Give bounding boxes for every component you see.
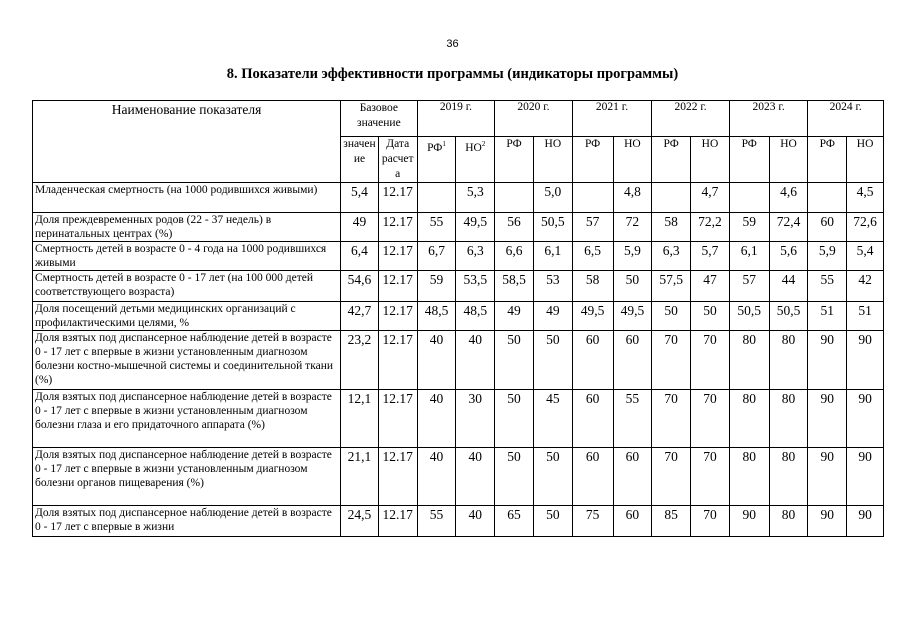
header-sub-rf-label: РФ [584, 138, 601, 150]
no-value-cell: 5,6 [769, 242, 808, 271]
rf-value-cell: 75 [572, 506, 613, 537]
indicator-name-cell: Доля взятых под диспансерное наблюдение детей в возрасте 0 - 17 лет с впервые в жизни установленным диагнозом болезни костно-мышечной системы и соединительной ткани (%) [33, 331, 341, 390]
rf-value-cell [417, 183, 456, 213]
indicator-name-cell: Доля преждевременных родов (22 - 37 недель) в перинатальных центрах (%) [33, 213, 341, 242]
header-year-2021: 2021 г. [572, 101, 652, 137]
footnote-rf: 1 [442, 140, 446, 148]
header-sub-no-label: НО [465, 141, 482, 154]
header-base-value: Базовое значение [341, 101, 418, 137]
no-value-cell: 70 [691, 331, 730, 390]
rf-value-cell: 40 [417, 390, 456, 448]
rf-value-cell: 70 [652, 390, 691, 448]
header-sub-no-label: НО [856, 138, 874, 150]
header-sub-rf [808, 137, 847, 183]
rf-value-cell: 6,6 [495, 242, 534, 271]
rf-value-cell [808, 183, 847, 213]
rf-value-cell: 58 [652, 213, 691, 242]
base-value-cell: 6,4 [341, 242, 379, 271]
no-value-cell: 50 [533, 448, 572, 506]
no-value-cell: 90 [847, 448, 884, 506]
rf-value-cell: 70 [652, 448, 691, 506]
no-value-cell: 53 [533, 271, 572, 302]
no-value-cell: 4,5 [847, 183, 884, 213]
no-value-cell: 4,8 [613, 183, 652, 213]
header-sub-no-label: НО [701, 138, 719, 150]
footnote-no: 2 [481, 140, 486, 148]
no-value-cell: 5,7 [691, 242, 730, 271]
no-value-cell: 47 [691, 271, 730, 302]
base-date-cell: 12.17 [378, 448, 417, 506]
rf-value-cell [572, 183, 613, 213]
rf-value-cell: 80 [729, 331, 769, 390]
base-date-cell: 12.17 [378, 213, 417, 242]
section-title: 8. Показатели эффективности программы (индикаторы программы) [226, 66, 679, 82]
header-sub-no [769, 137, 808, 183]
no-value-cell: 5,9 [613, 242, 652, 271]
header-year-2024: 2024 г. [808, 101, 884, 137]
rf-value-cell: 70 [652, 331, 691, 390]
base-value-cell: 12,1 [341, 390, 379, 448]
rf-value-cell: 90 [808, 448, 847, 506]
no-value-cell: 50 [533, 506, 572, 537]
base-date-cell: 12.17 [378, 242, 417, 271]
header-sub-rf-label: РФ [663, 138, 679, 150]
rf-value-cell: 58 [572, 271, 613, 302]
header-sub-no [456, 137, 495, 183]
header-sub-rf-label: РФ [819, 138, 835, 150]
no-value-cell: 5,3 [456, 183, 495, 213]
no-value-cell: 42 [847, 271, 884, 302]
no-value-cell: 49,5 [613, 302, 652, 331]
header-sub-no [533, 137, 572, 183]
no-value-cell: 70 [691, 390, 730, 448]
no-value-cell: 50 [533, 331, 572, 390]
header-sub-rf-label: РФ [506, 138, 522, 150]
table-row [33, 390, 884, 448]
base-date-cell: 12.17 [378, 183, 417, 213]
rf-value-cell: 57 [729, 271, 769, 302]
no-value-cell: 49,5 [456, 213, 495, 242]
rf-value-cell: 59 [417, 271, 456, 302]
header-indicator-name: Наименование показателя [33, 101, 341, 183]
header-year-2019: 2019 г. [417, 101, 495, 137]
header-sub-rf [495, 137, 534, 183]
base-value-cell: 49 [341, 213, 379, 242]
base-date-cell: 12.17 [378, 302, 417, 331]
rf-value-cell: 90 [808, 390, 847, 448]
no-value-cell: 6,1 [533, 242, 572, 271]
rf-value-cell: 6,7 [417, 242, 456, 271]
rf-value-cell: 90 [808, 506, 847, 537]
header-sub-rf-label: РФ [741, 138, 757, 150]
rf-value-cell [729, 183, 769, 213]
rf-value-cell: 50 [495, 331, 534, 390]
rf-value-cell: 49 [495, 302, 534, 331]
rf-value-cell: 80 [729, 448, 769, 506]
no-value-cell: 5,4 [847, 242, 884, 271]
rf-value-cell: 60 [572, 331, 613, 390]
no-value-cell: 90 [847, 390, 884, 448]
no-value-cell: 72 [613, 213, 652, 242]
rf-value-cell: 60 [808, 213, 847, 242]
rf-value-cell: 55 [417, 506, 456, 537]
header-sub-no [847, 137, 884, 183]
rf-value-cell [495, 183, 534, 213]
rf-value-cell: 58,5 [495, 271, 534, 302]
rf-value-cell: 85 [652, 506, 691, 537]
indicator-name-cell: Смертность детей в возрасте 0 - 4 года на 1000 родившихся живыми [33, 242, 341, 271]
rf-value-cell: 50,5 [729, 302, 769, 331]
no-value-cell: 50 [691, 302, 730, 331]
no-value-cell: 50,5 [769, 302, 808, 331]
base-value-cell: 54,6 [341, 271, 379, 302]
table-row [33, 331, 884, 390]
indicator-name-cell: Доля посещений детьми медицинских организаций с профилактическими целями, % [33, 302, 341, 331]
header-sub-rf [572, 137, 613, 183]
no-value-cell: 60 [613, 331, 652, 390]
indicator-name-cell: Младенческая смертность (на 1000 родившихся живыми) [33, 183, 341, 213]
no-value-cell: 72,2 [691, 213, 730, 242]
no-value-cell: 53,5 [456, 271, 495, 302]
indicators-table [32, 100, 884, 537]
no-value-cell: 70 [691, 506, 730, 537]
no-value-cell: 6,3 [456, 242, 495, 271]
header-year-2023: 2023 г. [729, 101, 808, 137]
no-value-cell: 44 [769, 271, 808, 302]
base-date-cell: 12.17 [378, 390, 417, 448]
rf-value-cell: 40 [417, 331, 456, 390]
header-year-2020: 2020 г. [495, 101, 573, 137]
no-value-cell: 45 [533, 390, 572, 448]
rf-value-cell: 57 [572, 213, 613, 242]
no-value-cell: 72,4 [769, 213, 808, 242]
rf-value-cell: 50 [495, 390, 534, 448]
header-sub-rf-label: РФ [427, 141, 443, 154]
page-number: 36 [446, 38, 459, 50]
rf-value-cell: 40 [417, 448, 456, 506]
rf-value-cell: 48,5 [417, 302, 456, 331]
no-value-cell: 90 [847, 506, 884, 537]
no-value-cell: 49 [533, 302, 572, 331]
base-value-cell: 23,2 [341, 331, 379, 390]
header-sub-no-label: НО [780, 138, 797, 150]
rf-value-cell [652, 183, 691, 213]
table-row [33, 213, 884, 242]
no-value-cell: 80 [769, 506, 808, 537]
table-row [33, 242, 884, 271]
table-row [33, 183, 884, 213]
no-value-cell: 30 [456, 390, 495, 448]
rf-value-cell: 51 [808, 302, 847, 331]
base-value-cell: 42,7 [341, 302, 379, 331]
rf-value-cell: 90 [729, 506, 769, 537]
base-value-cell: 21,1 [341, 448, 379, 506]
table-row [33, 506, 884, 537]
no-value-cell: 50,5 [533, 213, 572, 242]
base-value-cell: 24,5 [341, 506, 379, 537]
table-row [33, 302, 884, 331]
rf-value-cell: 90 [808, 331, 847, 390]
rf-value-cell: 6,1 [729, 242, 769, 271]
header-sub-no [691, 137, 730, 183]
table-row [33, 448, 884, 506]
rf-value-cell: 57,5 [652, 271, 691, 302]
no-value-cell: 40 [456, 506, 495, 537]
no-value-cell: 70 [691, 448, 730, 506]
header-sub-date: Дата расчета [378, 137, 417, 183]
no-value-cell: 50 [613, 271, 652, 302]
header-sub-rf [417, 137, 456, 183]
no-value-cell: 40 [456, 448, 495, 506]
rf-value-cell: 55 [417, 213, 456, 242]
rf-value-cell: 50 [495, 448, 534, 506]
indicator-name-cell: Смертность детей в возрасте 0 - 17 лет (на 100 000 детей соответствующего возраста) [33, 271, 341, 302]
indicator-name-cell: Доля взятых под диспансерное наблюдение детей в возрасте 0 - 17 лет с впервые в жизни [33, 506, 341, 537]
header-sub-no [613, 137, 652, 183]
no-value-cell: 80 [769, 390, 808, 448]
no-value-cell: 80 [769, 448, 808, 506]
header-sub-value: значение [341, 137, 379, 183]
rf-value-cell: 55 [808, 271, 847, 302]
header-row-years [33, 101, 884, 137]
no-value-cell: 40 [456, 331, 495, 390]
no-value-cell: 60 [613, 448, 652, 506]
no-value-cell: 4,6 [769, 183, 808, 213]
no-value-cell: 80 [769, 331, 808, 390]
rf-value-cell: 5,9 [808, 242, 847, 271]
indicator-name-cell: Доля взятых под диспансерное наблюдение детей в возрасте 0 - 17 лет с впервые в жизни установленным диагнозом болезни глаза и его придаточного аппарата (%) [33, 390, 341, 448]
table-row [33, 271, 884, 302]
rf-value-cell: 65 [495, 506, 534, 537]
rf-value-cell: 6,5 [572, 242, 613, 271]
no-value-cell: 51 [847, 302, 884, 331]
rf-value-cell: 60 [572, 390, 613, 448]
header-sub-rf [652, 137, 691, 183]
base-value-cell: 5,4 [341, 183, 379, 213]
no-value-cell: 72,6 [847, 213, 884, 242]
rf-value-cell: 49,5 [572, 302, 613, 331]
no-value-cell: 90 [847, 331, 884, 390]
rf-value-cell: 50 [652, 302, 691, 331]
no-value-cell: 60 [613, 506, 652, 537]
no-value-cell: 48,5 [456, 302, 495, 331]
rf-value-cell: 6,3 [652, 242, 691, 271]
header-sub-no-label: НО [624, 138, 641, 150]
base-date-cell: 12.17 [378, 506, 417, 537]
indicator-name-cell: Доля взятых под диспансерное наблюдение детей в возрасте 0 - 17 лет с впервые в жизни установленным диагнозом болезни органов пищеварения (%) [33, 448, 341, 506]
header-sub-no-label: НО [544, 138, 562, 150]
header-year-2022: 2022 г. [652, 101, 730, 137]
rf-value-cell: 80 [729, 390, 769, 448]
rf-value-cell: 56 [495, 213, 534, 242]
base-date-cell: 12.17 [378, 331, 417, 390]
rf-value-cell: 60 [572, 448, 613, 506]
rf-value-cell: 59 [729, 213, 769, 242]
no-value-cell: 55 [613, 390, 652, 448]
header-sub-rf [729, 137, 769, 183]
no-value-cell: 5,0 [533, 183, 572, 213]
no-value-cell: 4,7 [691, 183, 730, 213]
base-date-cell: 12.17 [378, 271, 417, 302]
